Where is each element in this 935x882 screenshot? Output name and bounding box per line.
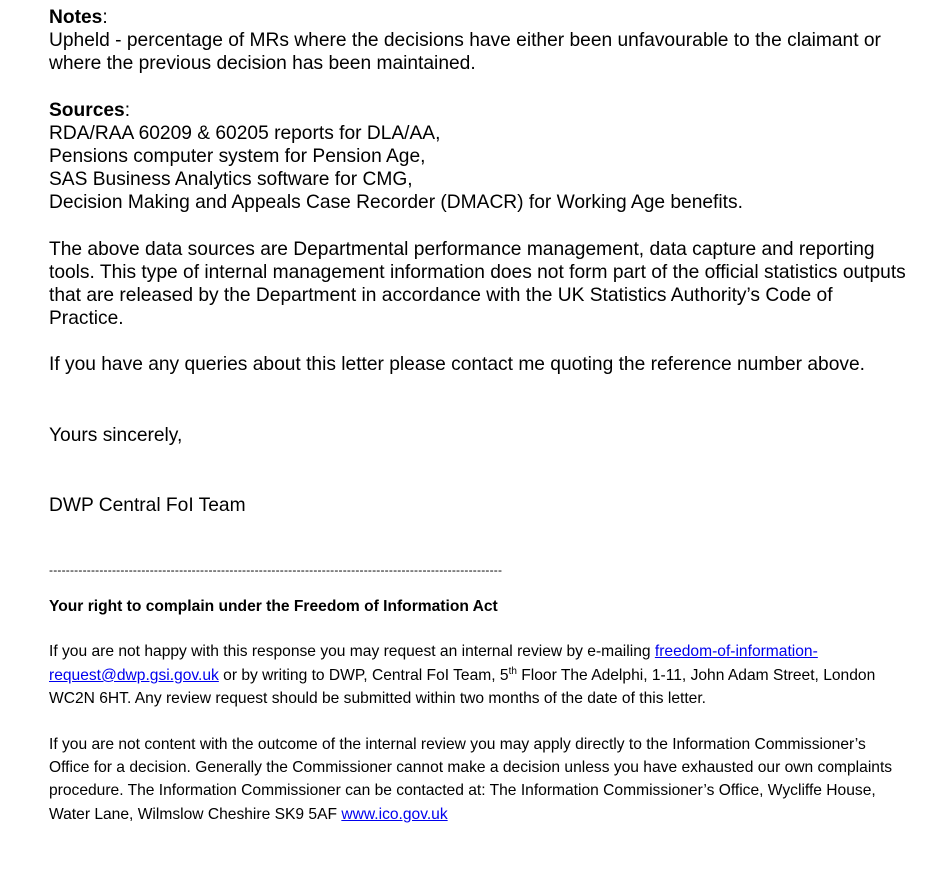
sources-heading-line: Sources:	[49, 99, 131, 121]
source-item: Pensions computer system for Pension Age,	[49, 146, 426, 168]
signature: DWP Central FoI Team	[49, 494, 246, 516]
source-item: RDA/RAA 60209 & 60205 reports for DLA/AA,	[49, 122, 441, 144]
queries-paragraph: If you have any queries about this letter please contact me quoting the reference number above.	[49, 354, 865, 376]
data-sources-paragraph: The above data sources are Departmental performance management, data capture and reporting tools. This type of internal management information does not form part of the official statistics outputs that are released by the Department in accordance with the UK Statistics Authority’s Code of Practice.	[49, 238, 906, 330]
letter-page	[49, 6, 909, 826]
complaint-p1-text: If you are not happy with this response you may request an internal review by e-mailing	[49, 643, 655, 661]
sources-heading: Sources	[49, 99, 125, 121]
complaint-paragraph-1	[49, 640, 909, 710]
complaint-paragraph-2	[49, 733, 909, 827]
complaint-heading-text: Your right to complain under the Freedom of Information Act	[49, 598, 498, 616]
notes-heading-line: Notes:	[49, 7, 108, 28]
ordinal-suffix: th	[508, 665, 517, 677]
complaint-heading	[49, 595, 909, 618]
complaint-p1-middle: or by writing to DWP, Central FoI Team, 5	[218, 666, 509, 684]
source-item: Decision Making and Appeals Case Recorder (DMACR) for Working Age benefits.	[49, 192, 743, 214]
divider: ------------------------------------------------------------------------------------------------------------	[49, 563, 503, 578]
source-item: SAS Business Analytics software for CMG,	[49, 169, 413, 191]
notes-text: Upheld - percentage of MRs where the decisions have either been unfavourable to the claimant or where the previous decision has been maintained.	[49, 30, 881, 75]
foi-email-link[interactable]: freedom-of-information-request@dwp.gsi.gov.uk	[49, 643, 818, 684]
notes-heading: Notes	[49, 7, 103, 28]
complaint-p1-after: Floor The Adelphi, 1-11, John Adam Street, London WC2N 6HT. Any review request should be submitted within two months of the date of this letter.	[49, 666, 876, 708]
closing: Yours sincerely,	[49, 424, 183, 446]
complaint-p2-text: If you are not content with the outcome of the internal review you may apply directly to the Information Commissioner’s Office for a decision. Generally the Commissioner cannot make a decision unless you have exhausted our own complaints procedure. The Information Commissioner can be contacted at: The Information Commissioner’s Office, Wycliffe House, Water Lane, Wilmslow Cheshire SK9 5AF	[49, 735, 893, 823]
ico-website-link[interactable]: www.ico.gov.uk	[341, 805, 448, 823]
